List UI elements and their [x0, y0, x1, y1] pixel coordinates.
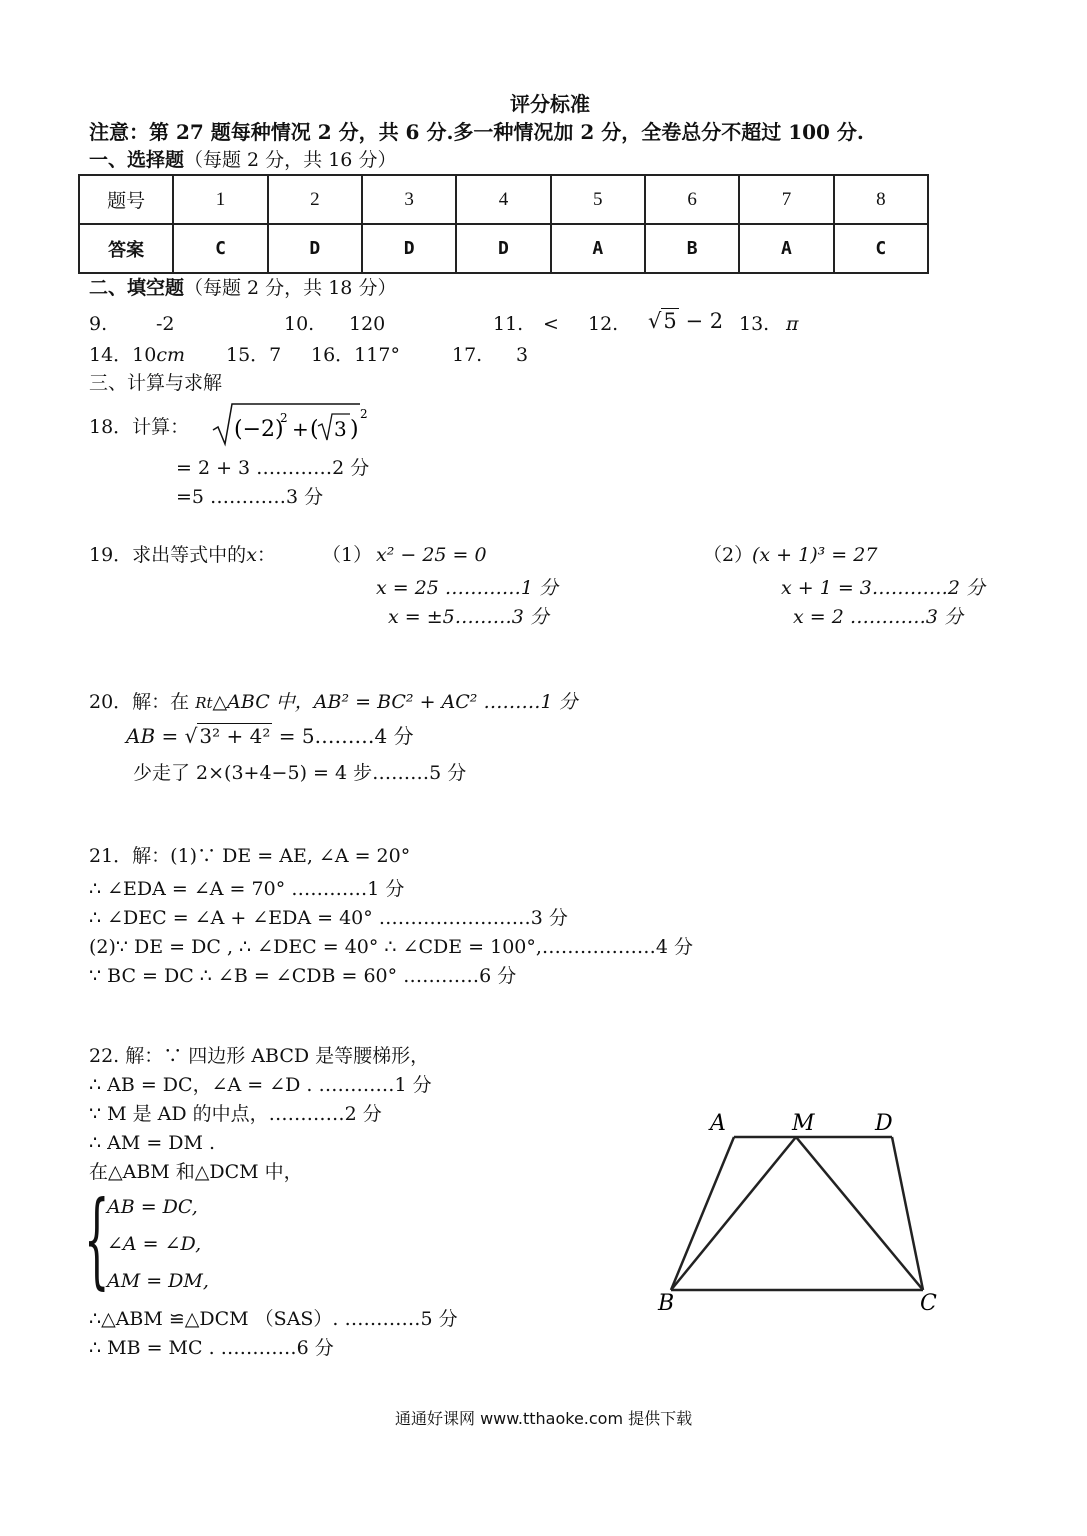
- answer-table: [78, 174, 929, 274]
- vertex-label-c: C: [920, 1291, 937, 1316]
- table-cell: D: [456, 224, 550, 273]
- q20-line-1: [89, 693, 578, 712]
- table-cell: B: [645, 224, 739, 273]
- section-1-header: [89, 151, 396, 170]
- q21-line-1: 21．解：(1)∵ DE = AE, ∠A = 20°: [89, 845, 411, 867]
- q17-number: 17.: [452, 344, 483, 366]
- svg-text:+: +: [292, 417, 309, 441]
- q12-number: 12.: [588, 313, 619, 335]
- q22-system-1: AB = DC,: [107, 1196, 198, 1218]
- q14-value: 14．10: [89, 344, 157, 366]
- q19-part2-label: （2）: [703, 544, 754, 566]
- q13-number: 13.: [739, 313, 770, 335]
- q19-part1-label: （1）: [322, 544, 373, 566]
- q20-rt: Rt: [195, 694, 213, 712]
- q9-number: 9.: [89, 313, 108, 335]
- section-3-heading: 三、计算与求解: [89, 372, 223, 394]
- q19-variable: x: [246, 544, 257, 566]
- q22-line-2: ∴ AB = DC，∠A = ∠D . …………1 分: [89, 1074, 432, 1096]
- q21-line-2: ∴ ∠EDA = ∠A = 70° …………1 分: [89, 878, 405, 900]
- q22-line-4: ∴ AM = DM .: [89, 1132, 216, 1154]
- svg-text:3: 3: [334, 417, 347, 441]
- q14-unit: cm: [156, 344, 186, 366]
- table-cell: 3: [362, 175, 456, 224]
- q21-line-5: ∵ BC = DC ∴ ∠B = ∠CDB = 60° …………6 分: [89, 965, 517, 987]
- table-cell: 8: [834, 175, 928, 224]
- q20-equation: △ABC 中，AB² = BC² + AC² ………1 分: [212, 691, 578, 713]
- row-label-number: 题号: [79, 175, 173, 224]
- table-cell: A: [551, 224, 645, 273]
- svg-text:2: 2: [360, 407, 368, 421]
- q19-part1-equation: x² − 25 = 0: [376, 544, 487, 566]
- table-cell: A: [739, 224, 833, 273]
- q18-label: 18．计算：: [89, 416, 190, 438]
- vertex-label-a: A: [710, 1111, 726, 1136]
- q13-answer: π: [786, 313, 799, 335]
- q22-line-1: 22. 解：∵ 四边形 ABCD 是等腰梯形，: [89, 1045, 430, 1067]
- table-cell: D: [362, 224, 456, 273]
- table-cell: D: [268, 224, 362, 273]
- q10-answer: 120: [349, 313, 386, 335]
- svg-text:2: 2: [280, 411, 288, 425]
- row-label-answer: 答案: [79, 224, 173, 273]
- q12-rest: − 2: [685, 309, 724, 333]
- table-cell: 2: [268, 175, 362, 224]
- q14-answer: [89, 346, 185, 365]
- table-row-numbers: [79, 175, 928, 224]
- q22-system-2: ∠A = ∠D,: [107, 1233, 202, 1255]
- table-cell: 6: [645, 175, 739, 224]
- q11-answer: <: [543, 313, 559, 335]
- q18-step-2: =5 …………3 分: [176, 486, 324, 508]
- q11-number: 11.: [493, 313, 524, 335]
- q22-line-7: ∴ MB = MC . …………6 分: [89, 1337, 334, 1359]
- q16-answer: 16．117°: [311, 344, 400, 366]
- q19-colon: ：: [256, 544, 276, 566]
- section-1-note: （每题 2 分，共 16 分）: [184, 149, 397, 171]
- q20-ab: AB =: [126, 724, 185, 748]
- scoring-notice: 注意：第 27 题每种情况 2 分，共 6 分.多一种情况加 2 分，全卷总分不超过 100 分.: [89, 120, 864, 144]
- section-2-header: [89, 279, 396, 298]
- q19-part1-step-2: x = ±5………3 分: [388, 606, 549, 628]
- q10-number: 10.: [284, 313, 315, 335]
- table-cell: C: [834, 224, 928, 273]
- q17-answer: 3: [516, 344, 529, 366]
- footer-source: 通通好课网 www.tthaoke.com 提供下载: [395, 1409, 693, 1428]
- q22-line-6: ∴△ABM ≌△DCM （SAS）. …………5 分: [89, 1308, 458, 1330]
- q9-answer: -2: [156, 313, 175, 335]
- svg-text:(: (: [310, 417, 319, 442]
- svg-text:): ): [350, 417, 359, 442]
- q18-expression: [210, 400, 370, 448]
- q20-result: = 5………4 分: [272, 724, 414, 748]
- section-2-note: （每题 2 分，共 18 分）: [184, 277, 397, 299]
- trapezoid-figure: [655, 1100, 955, 1320]
- q19-part2-equation: (x + 1)³ = 27: [752, 544, 878, 566]
- table-cell: C: [173, 224, 267, 273]
- table-cell: 1: [173, 175, 267, 224]
- svg-text:(−2): (−2): [234, 417, 284, 442]
- q19-label: 19．求出等式中的: [89, 544, 247, 566]
- q20-line-3: 少走了 2×(3+4−5) = 4 步………5 分: [133, 762, 467, 784]
- table-cell: 4: [456, 175, 550, 224]
- q18-step-1: = 2 + 3 …………2 分: [176, 457, 370, 479]
- q19-header: [89, 546, 276, 565]
- sqrt-icon: √: [184, 724, 198, 748]
- vertex-label-d: D: [875, 1111, 893, 1136]
- vertex-label-m: M: [792, 1111, 815, 1136]
- q15-answer: 15．7: [226, 344, 282, 366]
- section-2-heading: 二、填空题: [89, 277, 185, 299]
- q20-radicand: 3² + 4²: [199, 724, 271, 748]
- q22-line-3: ∵ M 是 AD 的中点，…………2 分: [89, 1103, 382, 1125]
- q21-line-4: (2)∵ DE = DC , ∴ ∠DEC = 40° ∴ ∠CDE = 100°,………………4 分: [89, 936, 694, 958]
- q20-line-2: [126, 726, 414, 746]
- q12-answer: [648, 311, 723, 332]
- q21-line-3: ∴ ∠DEC = ∠A + ∠EDA = 40° ……………………3 分: [89, 907, 568, 929]
- q19-part2-step-2: x = 2 …………3 分: [793, 606, 963, 628]
- system-brace: {: [84, 1178, 110, 1300]
- table-row-answers: [79, 224, 928, 273]
- q20-intro: 20．解：在: [89, 691, 196, 713]
- table-cell: 7: [739, 175, 833, 224]
- q12-radicand: 5: [663, 309, 677, 333]
- q19-part1-step-1: x = 25 …………1 分: [376, 577, 559, 599]
- q19-part2-step-1: x + 1 = 3…………2 分: [781, 577, 986, 599]
- section-1-heading: 一、选择题: [89, 149, 185, 171]
- q22-line-5: 在△ABM 和△DCM 中，: [89, 1161, 303, 1183]
- sqrt-icon: √: [648, 309, 662, 333]
- page-title: 评分标准: [510, 92, 590, 116]
- table-cell: 5: [551, 175, 645, 224]
- vertex-label-b: B: [658, 1291, 675, 1316]
- q22-system-3: AM = DM,: [107, 1270, 209, 1292]
